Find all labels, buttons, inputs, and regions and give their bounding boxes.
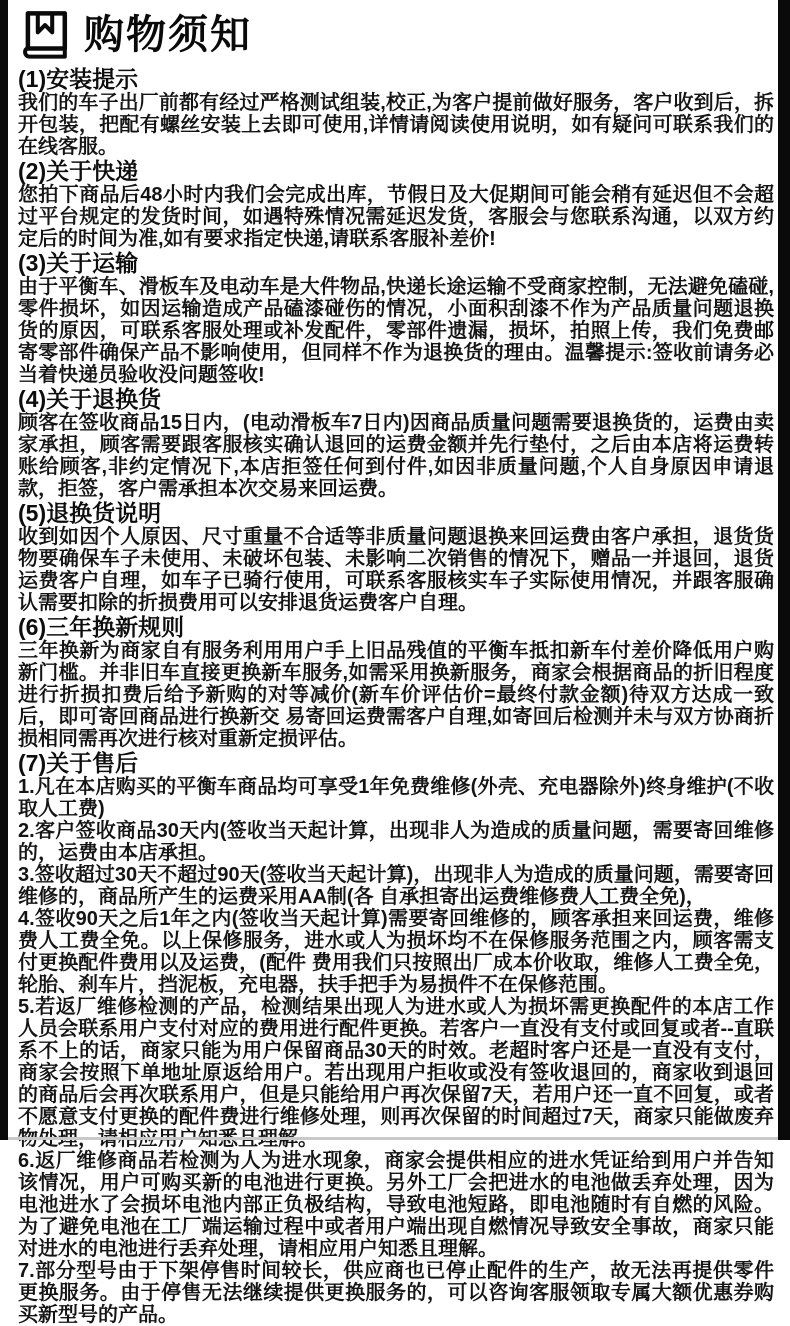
section-paragraph: 您拍下商品后48小时内我们会完成出库，节假日及大促期间可能会稍有延迟但不会超过平台规定的发货时间，如遇特殊情况需延迟发货，客服会与您联系沟通，以双方约定后的时间为准,如有要求指定快递,请联系客服补差价! [18, 184, 774, 250]
notice-content [18, 0, 774, 1326]
section-paragraph: 顾客在签收商品15日内，(电动滑板车7日内)因商品质量问题需要退换货的，运费由卖家承担，顾客需要跟客服核实确认退回的运费金额并先行垫付，之后由本店将运费转账给顾客,非约定情况下,本店拒签任何到付件,如因非质量问题,个人自身原因申请退款，拒签，客户需承担本次交易来回运费。 [18, 412, 774, 500]
section-paragraph: 我们的车子出厂前都有经过严格测试组装,校正,为客户提前做好服务，客户收到后，拆开包装，把配有螺丝安装上去即可使用,详情请阅读使用说明，如有疑问可联系我们的在线客服。 [18, 92, 774, 158]
section-transport [18, 250, 774, 386]
section-paragraph: 5.若返厂维修检测的产品，检测结果出现人为进水或人为损坏需更换配件的本店工作人员会联系用户支付对应的费用进行配件更换。若客户一直没有支付或回复或者--直联系不上的话，商家只能为用户保留商品30天的时效。老超时客户还是一直没有支付，商家会按照下单地址原返给用户。若出现用户拒收或没有签收退回的，商家收到退回的商品后会再次联系用户，但是只能给用户再次保留7天，若用户还一直不回复，或者不愿意支付更换的配件费进行维修处理，则再次保留的时间超过7天，商家只能做废弃 [18, 996, 774, 1128]
section-trade-in-rules [18, 614, 774, 750]
section-returns [18, 386, 774, 500]
notice-header [18, 0, 774, 66]
section-paragraph: 6.返厂维修商品若检测为人为进水现象，商家会提供相应的进水凭证给到用户并告知该情况，用户可购买新的电池进行更换。另外工厂会把进水的电池做丢弃处理，因为电池进水了会损坏电池内部正负极结构，导致电池短路，即电池随时有自燃的风险。为了避免电池在工厂端运输过程中或者用户端出现自燃情况导致安全事故，商家只能对进水的电池进行丢弃处理，请相应用户知悉且理解。 [18, 1150, 774, 1260]
section-install-tips [18, 66, 774, 158]
right-edge-bar [778, 0, 790, 1140]
section-heading: (2)关于快递 [18, 158, 139, 184]
left-edge-bar [0, 0, 8, 1140]
section-heading: (4)关于退换货 [18, 386, 162, 412]
section-heading: (1)安装提示 [18, 66, 139, 92]
section-paragraph: 收到如因个人原因、尺寸重量不合适等非质量问题退换来回运费由客户承担，退货货物要确保车子未使用、未破坏包装、未影响二次销售的情况下，赠品一并退回，退货运费客户自理，如车子已骑行使用，可联系客服核实车子实际使用情况，并跟客服确认需要扣除的折损费用可以安排退货运费客户自理。 [18, 526, 774, 614]
section-paragraph: 2.客户签收商品30天内(签收当天起计算，出现非人为造成的质量问题，需要寄回维修的，运费由本店承担。 [18, 820, 774, 864]
page-title: 购物须知 [84, 13, 252, 57]
section-heading: (5)退换货说明 [18, 500, 162, 526]
section-after-sales [18, 750, 774, 1326]
section-heading: (6)三年换新规则 [18, 614, 185, 640]
book-bookmark-icon [18, 8, 72, 62]
section-shipping [18, 158, 774, 250]
section-paragraph: 7.部分型号由于下架停售时间较长，供应商也已停止配件的生产，故无法再提供零件更换服务。由于停售无法继续提供更换服务的，可以咨询客服领取专属大额优惠券购买新型号的产品。 [18, 1260, 774, 1326]
section-heading: (3)关于运输 [18, 250, 139, 276]
bottom-seam [8, 1137, 778, 1140]
section-paragraph: 三年换新为商家自有服务利用用户手上旧品残值的平衡车抵扣新车付差价降低用户购新门槛。并非旧车直接更换新车服务,如需采用换新服务，商家会根据商品的折旧程度进行折损扣费后给予新购的对等减价(新车价评估价=最终付款金额)待双方达成一致后，即可寄回商品进行换新交 易寄回运费需客户自理,如寄回后检测并未与双方协商折损相同需再次进行核对重新定损评估。 [18, 640, 774, 750]
section-paragraph: 由于平衡车、滑板车及电动车是大件物品,快递长途运输不受商家控制，无法避免磕碰,零件损坏，如因运输造成产品磕漆碰伤的情况，小面积刮漆不作为产品质量问题退换货的原因，可联系客服处理或补发配件，零部件遗漏，损坏，拍照上传，我们免费邮寄零部件确保产品不影响使用，但同样不作为退换货的理由。温馨提示:签收前请务必当着快递员验收没问题签收! [18, 276, 774, 386]
section-paragraph: 1.凡在本店购买的平衡车商品均可享受1年免费维修(外壳、充电器除外)终身维护(不收取人工费) [18, 776, 774, 820]
section-heading: (7)关于售后 [18, 750, 139, 776]
section-return-details [18, 500, 774, 614]
section-paragraph: 3.签收超过30天不超过90天(签收当天起计算)，出现非人为造成的质量问题，需要寄回维修的，商品所产生的运费采用AA制(各 自承担寄出运费维修费人工费全免)， [18, 864, 774, 908]
section-paragraph: 4.签收90天之后1年之内(签收当天起计算)需要寄回维修的，顾客承担来回运费，维修费人工费全免。以上保修服务，进水或人为损坏均不在保修服务范围之内，顾客需支付更换配件费用以及运费，(配件 费用我们只按照出厂成本价收取，维修人工费全免，轮胎、刹车片，挡泥板，充电器，扶手把手为易损件不在保修范围。 [18, 908, 774, 996]
